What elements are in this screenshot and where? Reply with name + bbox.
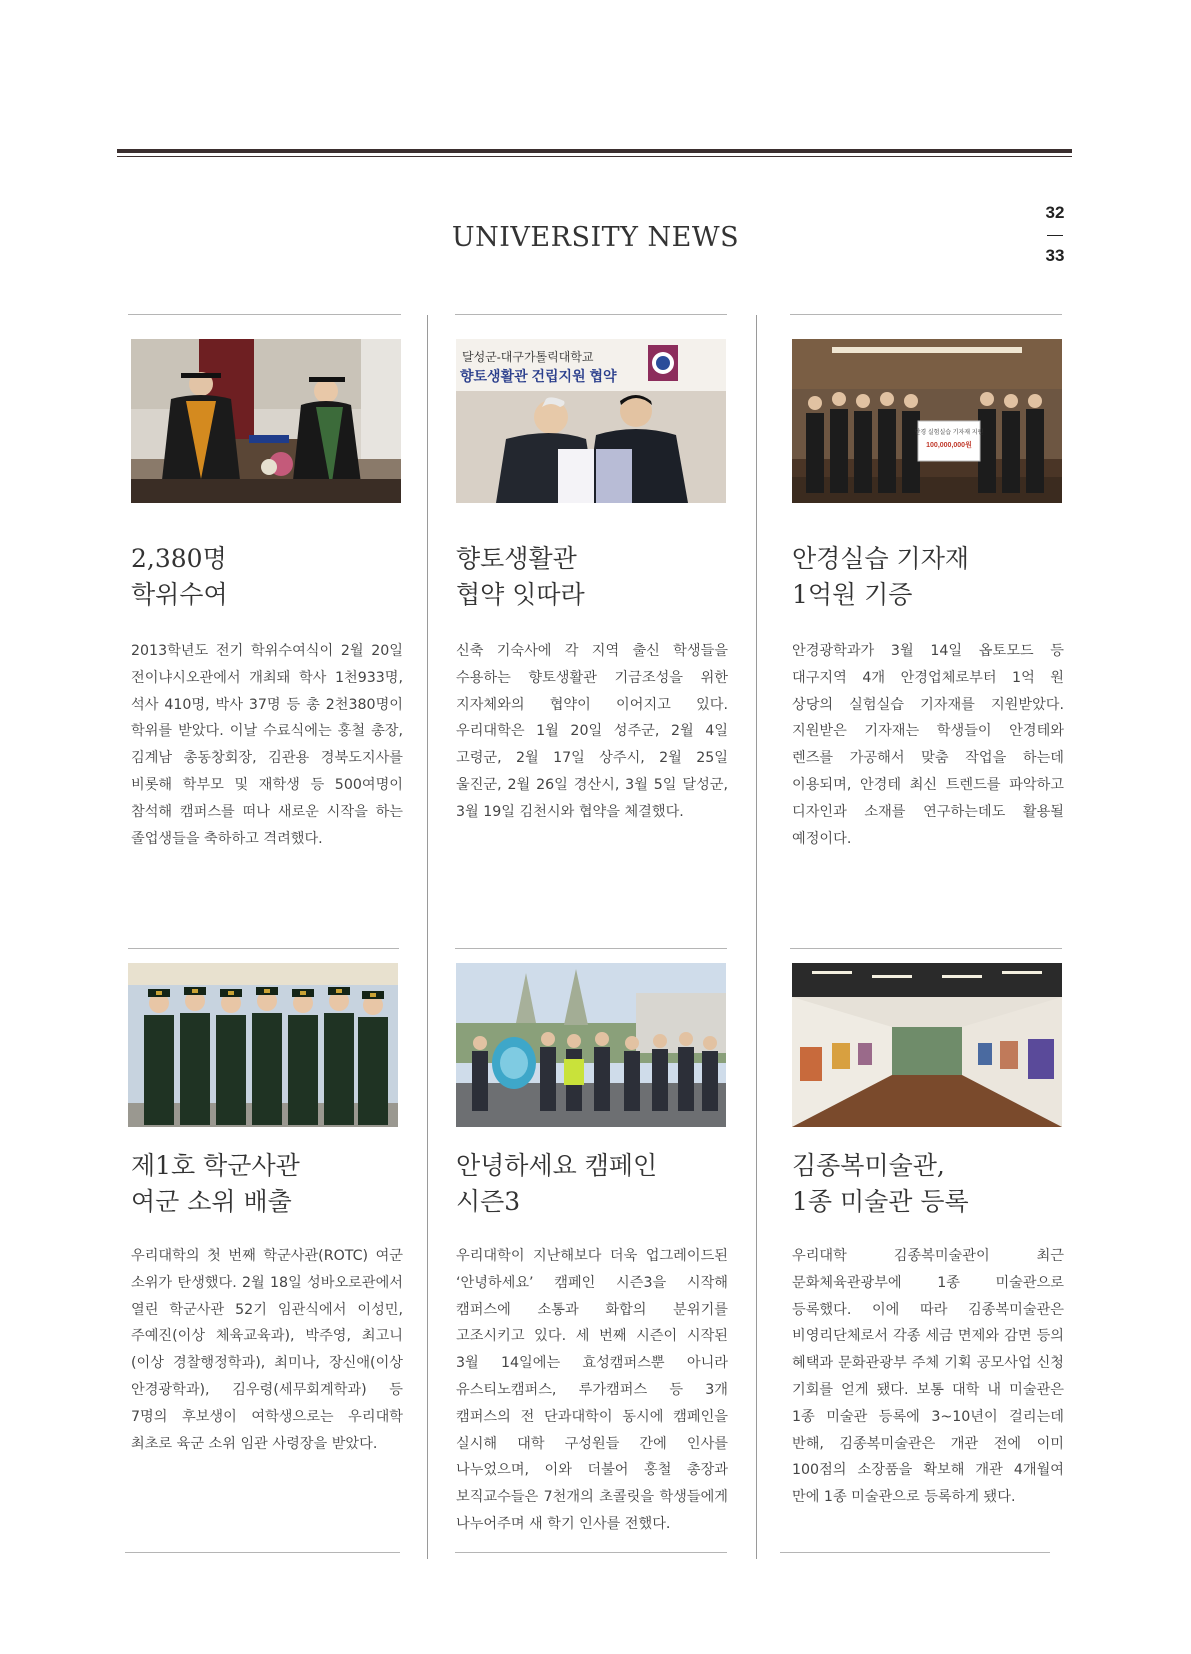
headline-line: 김종복미술관, (792, 1151, 945, 1180)
donation-illustration (792, 339, 1062, 503)
article-body: 안경광학과가 3월 14일 옵토모드 등 대구지역 4개 안경업체로부터 1억 원 상당의 실험실습 기자재를 지원받았다. 지원받은 기자재는 학생들이 안경테와 렌즈를 가공해서 맞춤 작업을 하는데 이용되며, 안경테 최신 트렌드를 파악하고 디자인과 소재를 연구하는데도 활용될 예정이다. (792, 643, 1064, 847)
graduation-photo (131, 339, 401, 503)
article-rule (790, 948, 1062, 949)
header-rule-thin (117, 156, 1072, 157)
agreement-illustration (456, 339, 726, 503)
sign-line-1: 안경 실험실습 기자재 지원 (914, 430, 984, 436)
article-body: 우리대학의 첫 번째 학군사관(ROTC) 여군 소위가 탄생했다. 2월 18일 성바오로관에서 열린 학군사관 52기 임관식에서 이성민, 주예진(이상 체육교육과), 박주영, 최고니(이상 경찰행정학과), 최미나, 장신애(이상 안경광학과), 김우령(세무회계학과) 등 7명의 후보생이 여학생으로는 우리대학 최초로 육군 소위 임관 사령장을 받았다. (131, 1248, 403, 1452)
headline-line: 안경실습 기자재 (792, 544, 969, 573)
column-divider (427, 315, 428, 1559)
page-number-left: 32 (1045, 203, 1065, 222)
sign-line-2: 100,000,000원 (926, 442, 972, 449)
headline-line: 제1호 학군사관 (131, 1151, 300, 1180)
column-divider (756, 315, 757, 1559)
campaign-illustration (456, 963, 726, 1127)
headline-line: 여군 소위 배출 (131, 1187, 292, 1216)
article-headline (131, 1148, 421, 1220)
article-headline (792, 541, 1082, 613)
museum-photo (792, 963, 1062, 1127)
page-numbers (1030, 203, 1080, 266)
article-rule (455, 948, 727, 949)
article-body: 우리대학이 지난해보다 더욱 업그레이드된 ‘안녕하세요’ 캠페인 시즌3을 시작해 캠퍼스에 소통과 화합의 분위기를 고조시키고 있다. 세 번째 시즌이 시작된 3월 14일에는 효성캠퍼스뿐 아니라 유스티노캠퍼스, 루가캠퍼스 등 3개 캠퍼스의 전 단과대학이 동시에 캠페인을 실시해 대학 구성원들 간에 인사를 나누었으며, 이와 더불어 홍철 총장과 보직교수들은 7천개의 초콜릿을 학생들에게 나누어주며 새 학기 인사를 전했다. (456, 1248, 728, 1532)
article-body: 우리대학 김종복미술관이 최근 문화체육관광부에 1종 미술관으로 등록했다. 이에 따라 김종복미술관은 비영리단체로서 각종 세금 면제와 감면 등의 혜택과 문화관광부 주체 기획 공모사업 신청 기회를 얻게 됐다. 보통 대학 내 미술관은 1종 미술관 등록에 3~10년이 걸리는데 반해, 김종복미술관은 개관 전에 이미 100점의 소장품을 확보해 개관 4개월여 만에 1종 미술관으로 등록하게 됐다. (792, 1248, 1064, 1506)
headline-line: 2,380명 (131, 544, 227, 573)
article-body: 2013학년도 전기 학위수여식이 2월 20일 전이냐시오관에서 개최돼 학사 1천933명, 석사 410명, 박사 37명 등 총 2천380명이 학위를 받았다. 이날 수료식에는 홍철 총장, 김계남 총동창회장, 김관용 경북도지사를 비롯해 학부모 및 재학생 등 500여명이 참석해 캠퍼스를 떠나 새로운 시작을 하는 졸업생들을 축하하고 격려했다. (131, 643, 403, 847)
section-title: UNIVERSITY NEWS (451, 222, 740, 253)
article-body: 신축 기숙사에 각 지역 출신 학생들을 수용하는 향토생활관 기금조성을 위한 지자체와의 협약이 이어지고 있다. 우리대학은 1월 20일 성주군, 2월 4일 고령군, 2월 17일 상주시, 2월 25일 울진군, 2월 26일 경산시, 3월 5일 달성군, 3월 19일 김천시와 협약을 체결했다. (456, 643, 728, 820)
banner-line-2: 향토생활관 건립지원 협약 (460, 368, 617, 384)
article-headline (131, 541, 421, 613)
article-rule (128, 314, 401, 315)
article-headline (792, 1148, 1082, 1220)
header-rule-thick (117, 149, 1072, 153)
campaign-photo (456, 963, 726, 1127)
rotc-photo (128, 963, 398, 1127)
graduation-illustration (131, 339, 401, 503)
banner-line-1: 달성군-대구가톨릭대학교 (462, 350, 594, 364)
article-headline (456, 1148, 746, 1220)
headline-line: 협약 잇따라 (456, 580, 585, 609)
museum-illustration (792, 963, 1062, 1127)
headline-line: 시즌3 (456, 1187, 521, 1216)
agreement-photo (456, 339, 726, 503)
headline-line: 1억원 기증 (792, 580, 913, 609)
article-rule (455, 1552, 727, 1553)
article-rule (125, 1552, 400, 1553)
article-headline (456, 541, 746, 613)
rotc-illustration (128, 963, 398, 1127)
article-rule (128, 948, 399, 949)
headline-line: 안녕하세요 캠페인 (456, 1151, 658, 1180)
donation-photo (792, 339, 1062, 503)
headline-line: 학위수여 (131, 580, 228, 609)
headline-line: 1종 미술관 등록 (792, 1187, 969, 1216)
headline-line: 향토생활관 (456, 544, 577, 573)
page-number-divider (1047, 235, 1063, 236)
article-rule (455, 314, 727, 315)
article-rule (780, 1552, 1050, 1553)
page-number-right: 33 (1045, 246, 1065, 265)
article-rule (790, 314, 1062, 315)
